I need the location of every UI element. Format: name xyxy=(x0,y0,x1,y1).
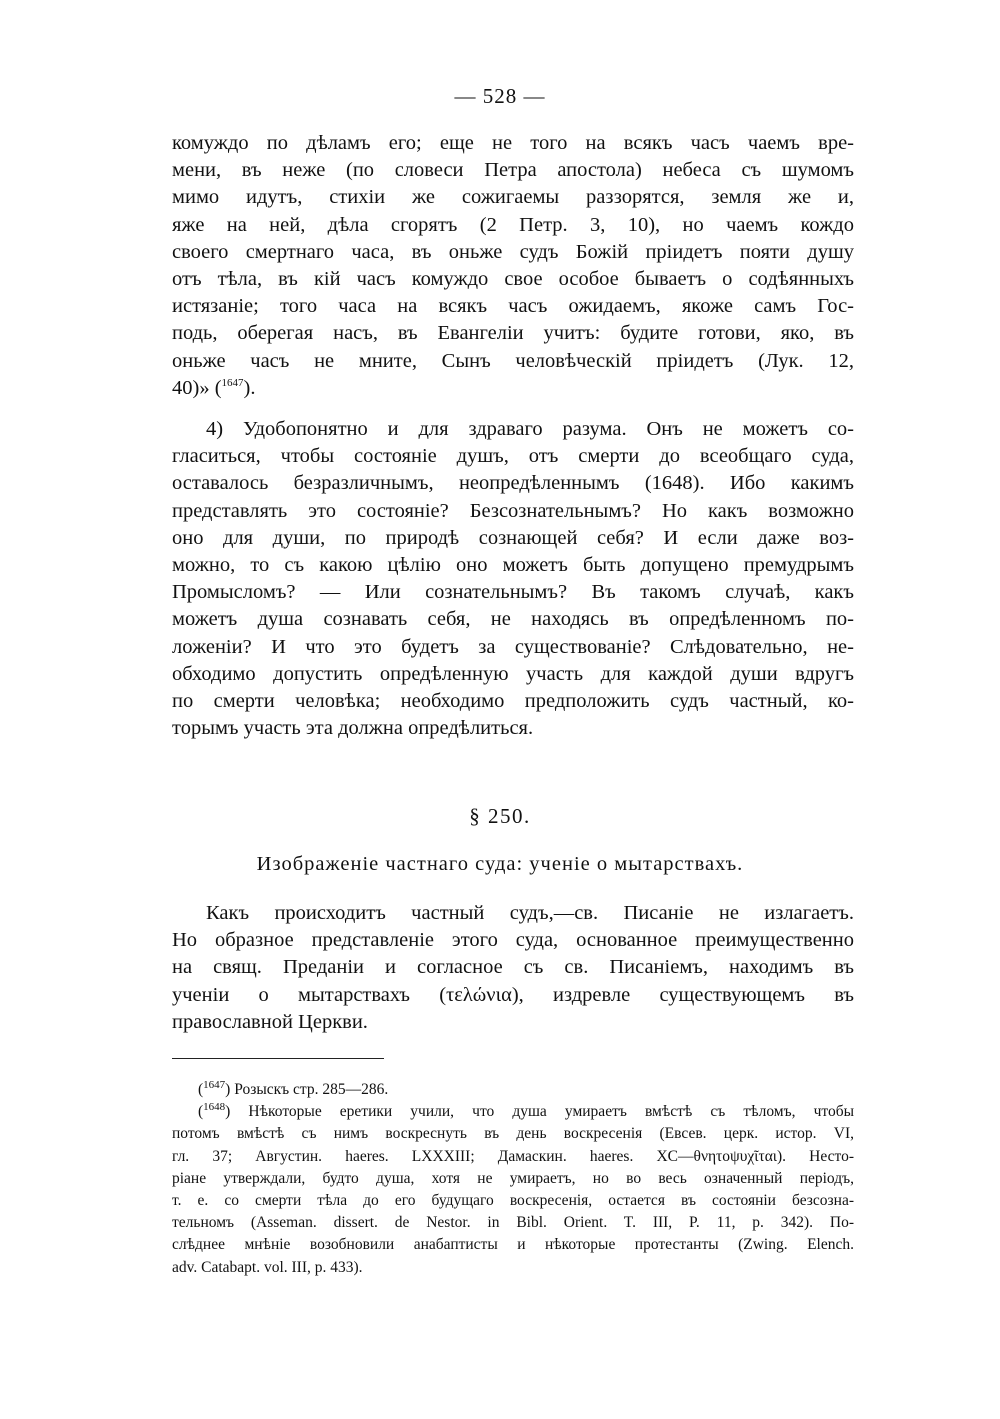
text-line: подь, оберегая насъ, въ Евангелiи учитъ: будите готови, яко, въ xyxy=(172,322,854,345)
text-fragment: ). xyxy=(243,376,256,399)
page-number: — 528 — xyxy=(454,84,546,108)
footnote-line: adv. Catabapt. vol. III, p. 433). xyxy=(172,1258,363,1276)
footnote-text: ) Нѣкоторые еретики учили, что душа умираетъ вмѣстѣ съ тѣломъ, чтобы xyxy=(225,1103,854,1121)
text-line: оставалось безразличнымъ, неопредѣленнымъ (1648). Ибо какимъ xyxy=(172,472,854,495)
footnote-line: слѣднее мнѣнiе возобновили анабаптисты и нѣкоторые протестанты (Zwing. Elench. xyxy=(172,1236,854,1254)
text-line: комуждо по дѣламъ его; еще не того на всякъ часъ чаемъ вре- xyxy=(172,132,854,154)
text-line: обходимо допустить опредѣленную участь для каждой души вдругъ xyxy=(172,662,854,685)
text-line: истязанiе; того часа на всякъ часъ ожидаемъ, якоже самъ Гос- xyxy=(172,295,854,318)
paragraph-2 xyxy=(172,416,854,742)
text-line: торымъ участь эта должна опредѣлиться. xyxy=(172,717,534,740)
text-line-last xyxy=(172,375,854,402)
text-line: ложенiи? И что это будетъ за существованiе? Слѣдовательно, не- xyxy=(172,635,854,658)
footnote-divider xyxy=(172,1058,384,1059)
footnote-line: т. е. со смерти тѣла до его будущаго воскресенiя, остается въ состоянiи безсозна- xyxy=(172,1191,854,1209)
text-line: яже на ней, дѣла сгорятъ (2 Петр. 3, 10), но чаемъ кождо xyxy=(172,213,854,236)
text-line: Промысломъ? — Или сознательнымъ? Въ такомъ случаѣ, какъ xyxy=(172,581,854,604)
text-line: мимо идутъ, стихiи же сожигаемы раззорятся, земля же и, xyxy=(172,186,854,209)
footnote-1647: ($^{1647}$) Розыскъ стр. 285—286. xyxy=(198,1078,389,1098)
text-line: оньже часъ не мните, Сынъ человѣческiй прiидетъ (Лук. 12, xyxy=(172,349,854,372)
text-line: Какъ происходитъ частный судъ,—св. Писанiе не излагаетъ. xyxy=(206,902,854,924)
footnotes xyxy=(172,1079,854,1279)
footnote-ref[interactable]: 1647 xyxy=(221,376,244,389)
text-line: представлять это состоянiе? Безсознательнымъ? Но какъ возможно xyxy=(172,499,854,522)
text-line: ученiи о мытарствахъ (τελώνια), издревле существующемъ въ xyxy=(172,983,854,1006)
text-line: можетъ душа сознавать себя, не находясь въ опредѣленномъ по- xyxy=(172,608,854,631)
footnote-mark: 1648 xyxy=(203,1101,226,1114)
text-line: мени, въ неже (по словеси Петра апостола) небеса съ шумомъ xyxy=(172,159,854,182)
footnote-1648: ($^{1648}$) Нѣкоторые еретики учили, что душа умираетъ вмѣстѣ съ тѣломъ, чтобы xyxy=(198,1101,854,1121)
paragraph-3 xyxy=(172,900,854,1036)
paragraph-1 xyxy=(172,130,854,402)
text-line: можно, то съ какою цѣлiю оно можетъ быть допущено премудрымъ xyxy=(172,553,854,576)
text-line: православной Церкви. xyxy=(172,1010,368,1033)
footnote-line: рiане утверждали, будто душа, хотя не умираетъ, но во весь означенный перiодъ, xyxy=(172,1169,854,1187)
text-line: гласиться, чтобы состоянiе душъ, отъ смерти до всеобщаго суда, xyxy=(172,445,854,468)
text-line: по смерти человѣка; необходимо предположить судъ частный, ко- xyxy=(172,689,854,712)
text-fragment: 40)» ( xyxy=(172,376,222,399)
footnote-line: потомъ вмѣстѣ съ нимъ воскреснуть въ день воскресенiя (Евсев. церк. истор. VI, xyxy=(172,1125,854,1143)
text-line: 4) Удобопонятно и для здраваго разума. Онъ не можетъ со- xyxy=(206,418,854,440)
footnote-text: ) Розыскъ стр. 285—286. xyxy=(225,1081,389,1098)
text-line: Но образное представленiе этого суда, основанное преимущественно xyxy=(172,929,854,952)
text-line: своего смертнаго часа, въ оньже судъ Божiй прiидетъ пояти душу xyxy=(172,240,854,263)
text-line: отъ тѣла, въ кiй часъ комуждо свое особое бываетъ о содѣянныхъ xyxy=(172,267,854,290)
section-title: Изображенiе частнаго суда: ученiе о мытарствахъ. xyxy=(256,853,744,875)
text-line: оно для души, по природѣ сознающей себя? И если даже воз- xyxy=(172,526,854,549)
footnote-line: тельномъ (Asseman. dissert. de Nestor. in Bibl. Orient. T. III, P. 11, p. 342). По- xyxy=(172,1214,854,1232)
section-number: § 250. xyxy=(469,804,531,828)
footnote-mark: 1647 xyxy=(203,1078,226,1091)
footnote-line: гл. 37; Августин. haeres. LXXXIII; Дамаскин. haeres. XC—θνητοψυχῖται). Несто- xyxy=(172,1147,854,1165)
text-line: на свящ. Преданiи и согласное съ св. Писанiемъ, находимъ въ xyxy=(172,956,854,979)
